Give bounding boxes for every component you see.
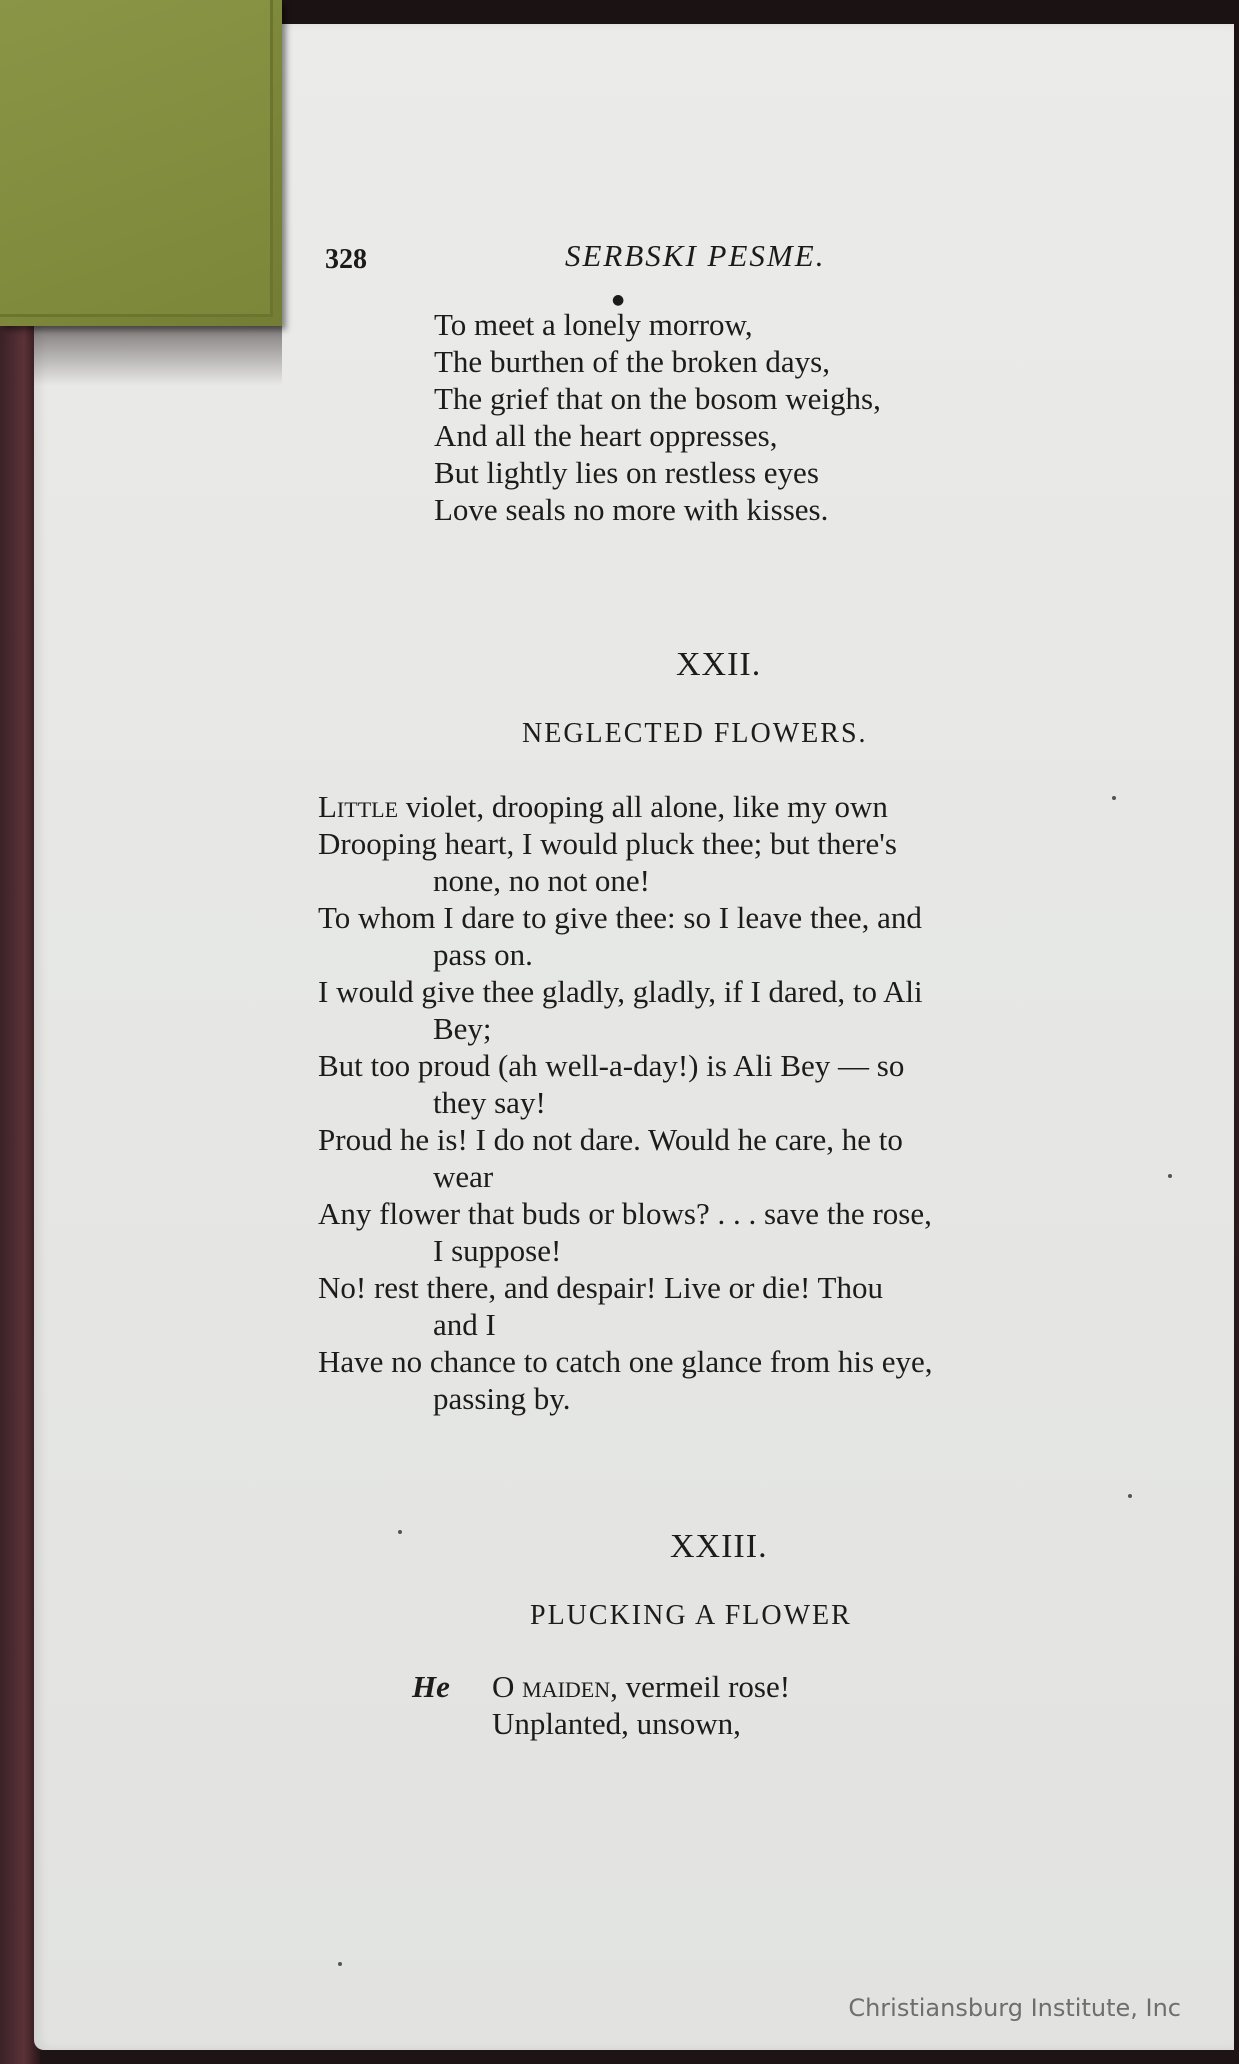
poem-line: No! rest there, and despair! Live or die! Thou bbox=[318, 1270, 883, 1305]
bookmark-shadow bbox=[34, 326, 282, 386]
running-head-title: SERBSKI PESME. bbox=[565, 238, 826, 273]
stanza-line: The grief that on the bosom weighs, bbox=[434, 381, 881, 416]
poem-line: pass on. bbox=[433, 937, 533, 972]
scan-speck bbox=[1112, 796, 1116, 800]
poem-line-lead: Little bbox=[318, 789, 399, 824]
scan-speck bbox=[1128, 1494, 1132, 1498]
poem-line bbox=[318, 788, 933, 825]
poem-line: Have no chance to catch one glance from his eye, bbox=[318, 1344, 933, 1379]
poem-line: none, no not one! bbox=[433, 863, 650, 898]
poem-line: I would give thee gladly, gladly, if I dared, to Ali bbox=[318, 974, 923, 1009]
poem-line: But too proud (ah well-a-day!) is Ali Bey — so bbox=[318, 1048, 905, 1083]
speaker-label: He bbox=[412, 1669, 450, 1704]
poem-line: Unplanted, unsown, bbox=[492, 1706, 741, 1741]
stanza-line: But lightly lies on restless eyes bbox=[434, 455, 819, 490]
poem-line bbox=[412, 1668, 790, 1705]
page-number: 328 bbox=[325, 244, 367, 275]
poem-title: PLUCKING A FLOWER bbox=[530, 1600, 852, 1631]
poem-line: Any flower that buds or blows? . . . save the rose, bbox=[318, 1196, 932, 1231]
poem-line: and I bbox=[433, 1307, 496, 1342]
poem-line: Bey; bbox=[433, 1011, 492, 1046]
scan-speck bbox=[398, 1530, 402, 1534]
stanza-line: And all the heart oppresses, bbox=[434, 418, 778, 453]
poem-number: XXII. bbox=[676, 646, 762, 683]
poem-number: XXIII. bbox=[670, 1528, 768, 1565]
poem-xxii-body bbox=[318, 788, 933, 1417]
poem-title: NEGLECTED FLOWERS. bbox=[522, 718, 868, 749]
poem-line: To whom I dare to give thee: so I leave thee, and bbox=[318, 900, 922, 935]
poem-line: they say! bbox=[433, 1085, 546, 1120]
poem-line: I suppose! bbox=[433, 1233, 562, 1268]
stanza-line: Love seals no more with kisses. bbox=[434, 492, 829, 527]
poem-line: passing by. bbox=[433, 1381, 571, 1416]
poem-line-text: violet, drooping all alone, like my own bbox=[405, 789, 888, 824]
stanza-continuation bbox=[434, 306, 881, 528]
ornament-mark: ● bbox=[612, 292, 625, 308]
poem-line: Proud he is! I do not dare. Would he care, he to bbox=[318, 1122, 903, 1157]
scan-speck bbox=[338, 1962, 342, 1966]
bookmark-face bbox=[0, 0, 273, 317]
poem-xxiii-body bbox=[412, 1668, 790, 1742]
stanza-line: To meet a lonely morrow, bbox=[434, 307, 753, 342]
poem-line: Drooping heart, I would pluck thee; but there's bbox=[318, 826, 897, 861]
poem-line-lead: O maiden bbox=[492, 1669, 611, 1704]
bookmark-ribbon bbox=[0, 0, 282, 326]
poem-line: wear bbox=[433, 1159, 494, 1194]
stanza-line: The burthen of the broken days, bbox=[434, 344, 830, 379]
poem-line-text: , vermeil rose! bbox=[610, 1669, 791, 1704]
watermark-text: Christiansburg Institute, Inc bbox=[848, 1994, 1181, 2022]
scan-speck bbox=[1168, 1174, 1172, 1178]
